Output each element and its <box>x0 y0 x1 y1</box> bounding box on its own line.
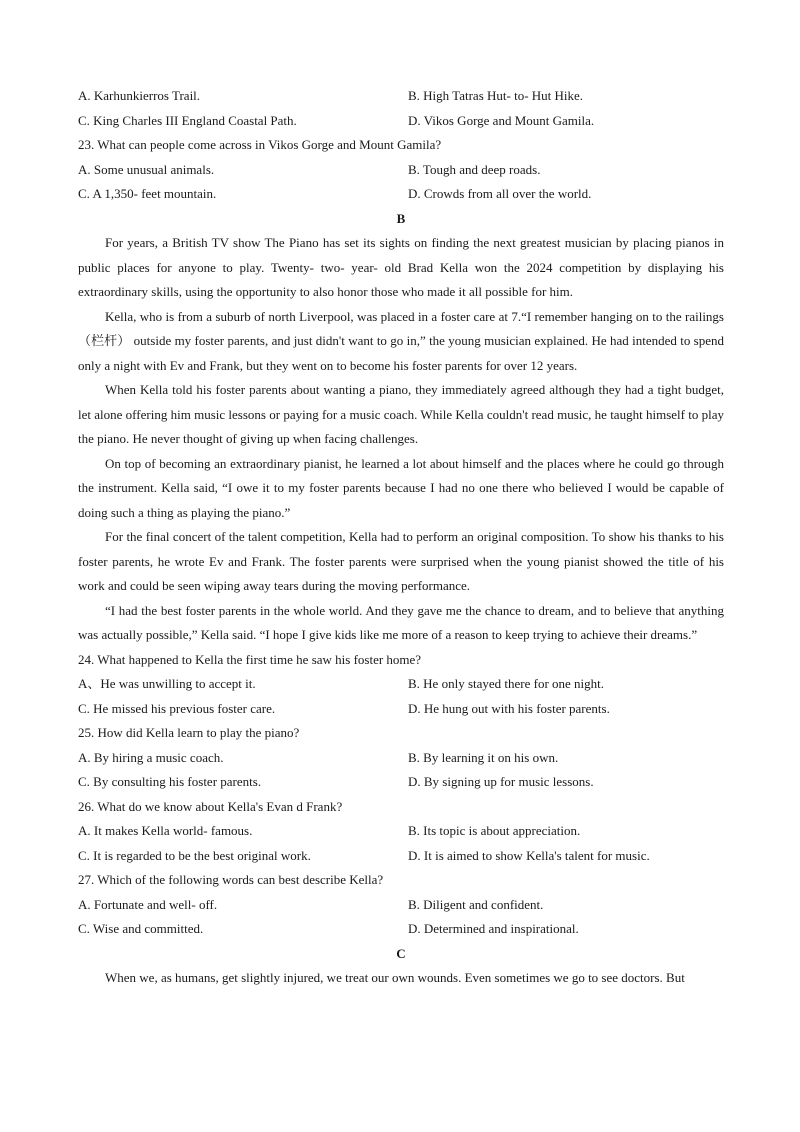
q26-option-b: B. Its topic is about appreciation. <box>408 823 581 838</box>
q24-option-b: B. He only stayed there for one night. <box>408 676 605 691</box>
q23-option-d: D. Crowds from all over the world. <box>408 186 592 201</box>
q22-option-b: B. High Tatras Hut- to- Hut Hike. <box>408 88 584 103</box>
section-b-paragraph: For the final concert of the talent competition, Kella had to perform an original composition. To show his thanks to his foster parents, he wrote Ev and Frank. The foster parents were surprised when the young pianist showed the title of his work and could be seen wiping away tears during the moving performance. <box>78 529 724 593</box>
q24-option-c: C. He missed his previous foster care. <box>78 700 276 716</box>
q25-option-c: C. By consulting his foster parents. <box>78 774 262 789</box>
q22-option-c: C. King Charles III England Coastal Path. <box>78 112 297 128</box>
q23-option-c: C. A 1,350- feet mountain. <box>78 186 217 201</box>
q22-options-row-2 <box>78 109 724 134</box>
q24-options-row-1 <box>78 672 724 697</box>
q23-question: 23. What can people come across in Vikos Gorge and Mount Gamila? <box>78 137 442 152</box>
section-c-paragraph: When we, as humans, get slightly injured, we treat our own wounds. Even sometimes we go to see doctors. But <box>105 970 685 985</box>
q27-option-a: A. Fortunate and well- off. <box>78 896 218 912</box>
q26-options-row-2 <box>78 844 724 869</box>
section-b-heading: B <box>396 210 406 226</box>
q27-option-b: B. Diligent and confident. <box>408 896 544 912</box>
q26-option-a: A. It makes Kella world- famous. <box>78 823 253 838</box>
q25-option-b: B. By learning it on his own. <box>408 749 559 765</box>
q26-option-d: D. It is aimed to show Kella's talent for music. <box>408 847 650 863</box>
q25-option-d: D. By signing up for music lessons. <box>408 774 594 789</box>
q26-options-row-1 <box>78 819 724 844</box>
section-b-paragraph: On top of becoming an extraordinary pianist, he learned a lot about himself and the places where he could go through the instrument. Kella said, “I owe it to my foster parents because I had no one there who believed I would be capable of doing such a thing as playing the piano.” <box>78 455 724 520</box>
q23-option-b: B. Tough and deep roads. <box>408 161 541 177</box>
q25-options-row-2 <box>78 770 724 795</box>
q26-option-c: C. It is regarded to be the best original work. <box>78 847 311 863</box>
q22-option-a: A. Karhunkierros Trail. <box>78 88 201 103</box>
q27-question: 27. Which of the following words can best describe Kella? <box>78 872 384 887</box>
q23-options-row-1 <box>78 158 724 183</box>
q25-options-row-1 <box>78 746 724 771</box>
q22-options-row-1 <box>78 84 724 109</box>
q25-option-a: A. By hiring a music coach. <box>78 749 224 765</box>
q24-option-a: A、He was unwilling to accept it. <box>78 676 256 691</box>
q24-option-d: D. He hung out with his foster parents. <box>408 700 610 716</box>
section-b-paragraph: When Kella told his foster parents about wanting a piano, they immediately agreed although they had a tight budget, let alone offering him music lessons or paying for a music coach. While Kella couldn't read music, he taught himself to play the piano. He never thought of giving up when facing challenges. <box>78 382 724 446</box>
q27-option-d: D. Determined and inspirational. <box>408 921 579 936</box>
q27-option-c: C. Wise and committed. <box>78 921 204 936</box>
q22-option-d: D. Vikos Gorge and Mount Gamila. <box>408 112 595 128</box>
section-c-heading: C <box>396 945 406 961</box>
q25-question: 25. How did Kella learn to play the piano? <box>78 725 300 740</box>
q24-question: 24. What happened to Kella the first time he saw his foster home? <box>78 651 422 667</box>
q27-options-row-1 <box>78 893 724 918</box>
exam-page <box>78 84 724 991</box>
q23-options-row-2 <box>78 182 724 207</box>
q24-options-row-2 <box>78 697 724 722</box>
q23-option-a: A. Some unusual animals. <box>78 161 215 177</box>
section-b-paragraph: For years, a British TV show The Piano has set its sights on finding the next greatest musician by placing pianos in public places for anyone to play. Twenty- two- year- old Brad Kella won the 2024 competition by displaying his extraordinary skills, using the opportunity to also honor those who made it all possible for him. <box>78 235 724 299</box>
section-b-paragraph: Kella, who is from a suburb of north Liverpool, was placed in a foster care at 7.“I remember hanging on to the railings（栏杆） outside my foster parents, and just didn't want to go in,” the young musician explained. He had intended to spend only a night with Ev and Frank, but they went on to become his foster parents for over 12 years. <box>78 308 724 373</box>
q26-question: 26. What do we know about Kella's Evan d Frank? <box>78 798 343 814</box>
q27-options-row-2 <box>78 917 724 942</box>
section-b-paragraph: “I had the best foster parents in the whole world. And they gave me the chance to dream, and to believe that anything was actually possible,” Kella said. “I hope I give kids like me more of a reason to keep trying to achieve their dreams.” <box>78 602 724 642</box>
